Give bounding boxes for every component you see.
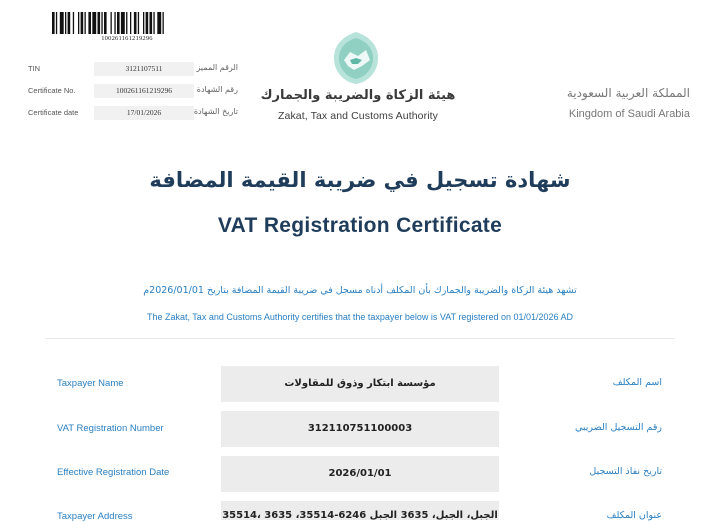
barcode-bar	[163, 12, 164, 34]
divider	[45, 338, 675, 339]
field-label-ar: تاريخ نفاذ التسجيل	[589, 466, 662, 477]
barcode-bar	[52, 12, 55, 34]
field-label-en: VAT Registration Number	[57, 423, 164, 434]
barcode-bar	[114, 12, 115, 34]
barcode-number: 100261161219296	[101, 35, 153, 42]
barcode-bar	[85, 12, 86, 34]
effective-date-value: 2026/01/01	[221, 456, 499, 492]
taxpayer-address-value: الجبل، الجبل، 3635 الجبل 6246-35514، 3635 ،35514	[221, 501, 499, 520]
authority-name-en: Zakat, Tax and Customs Authority	[278, 110, 438, 122]
kingdom-name-en: Kingdom of Saudi Arabia	[568, 108, 690, 120]
info-value: 17/01/2026	[94, 106, 194, 120]
info-label-ar: الرقم المميز	[196, 63, 238, 72]
info-row-certificate-date	[28, 106, 238, 120]
info-label-ar: تاريخ الشهادة	[193, 107, 238, 116]
barcode-bar	[121, 12, 125, 34]
info-label-en: Certificate No.	[28, 86, 76, 95]
barcode-bar	[146, 12, 149, 34]
barcode-bar	[60, 12, 64, 34]
barcode-bar	[117, 12, 120, 34]
barcode-bar	[88, 12, 91, 34]
barcode-bar	[92, 12, 96, 34]
kingdom-name-ar: المملكة العربية السعودية	[566, 86, 690, 100]
certifies-statement-en: The Zakat, Tax and Customs Authority certifies that the taxpayer below is VAT registered on 01/01/2026 AD	[146, 312, 574, 322]
info-label-en: Certificate date	[28, 108, 79, 117]
barcode-bar	[81, 12, 84, 34]
barcode-bar	[78, 12, 79, 34]
zatca-emblem-icon	[330, 30, 382, 86]
certificate-title-ar: شهادة تسجيل في ضريبة القيمة المضافة	[149, 168, 571, 192]
info-label-ar: رقم الشهادة	[196, 85, 238, 94]
barcode	[52, 12, 202, 34]
barcode-bar	[101, 12, 102, 34]
field-label-ar: رقم التسجيل الضريبي	[574, 422, 662, 433]
barcode-bar	[138, 12, 139, 34]
barcode-bar	[111, 12, 112, 34]
field-label-ar: عنوان المكلف	[606, 510, 662, 521]
info-row-tin	[28, 62, 238, 76]
certifies-statement-ar: تشهد هيئة الزكاة والضريبة والجمارك بأن المكلف أدناه مسجل في ضريبة القيمة المضافة بتاريخ 2026/01/01م	[143, 285, 577, 296]
taxpayer-name-value: مؤسسة ابتكار وذوق للمقاولات	[221, 366, 499, 402]
barcode-bar	[56, 12, 57, 34]
barcode-bar	[73, 12, 74, 34]
barcode-bar	[130, 12, 131, 34]
barcode-bar	[104, 12, 107, 34]
barcode-bar	[134, 12, 137, 34]
certificate-title-en: VAT Registration Certificate	[217, 214, 503, 237]
field-label-en: Effective Registration Date	[57, 467, 170, 478]
barcode-bar	[126, 12, 127, 34]
barcode-bar	[143, 12, 144, 34]
info-row-certificate-no	[28, 84, 238, 98]
barcode-bar	[157, 12, 161, 34]
barcode-bar	[68, 12, 71, 34]
field-label-ar: اسم المكلف	[612, 377, 662, 388]
info-value: 3121107511	[94, 62, 194, 76]
field-label-en: Taxpayer Address	[57, 511, 133, 522]
field-label-en: Taxpayer Name	[57, 378, 124, 389]
barcode-bar	[153, 12, 154, 34]
barcode-bar	[98, 12, 101, 34]
barcode-bar	[65, 12, 66, 34]
vat-number-value: 312110751100003	[221, 411, 499, 447]
barcode-bar	[150, 12, 153, 34]
info-label-en: TIN	[28, 64, 41, 73]
authority-name-ar: هيئة الزكاة والضريبة والجمارك	[260, 88, 456, 103]
info-value: 100261161219296	[94, 84, 194, 98]
